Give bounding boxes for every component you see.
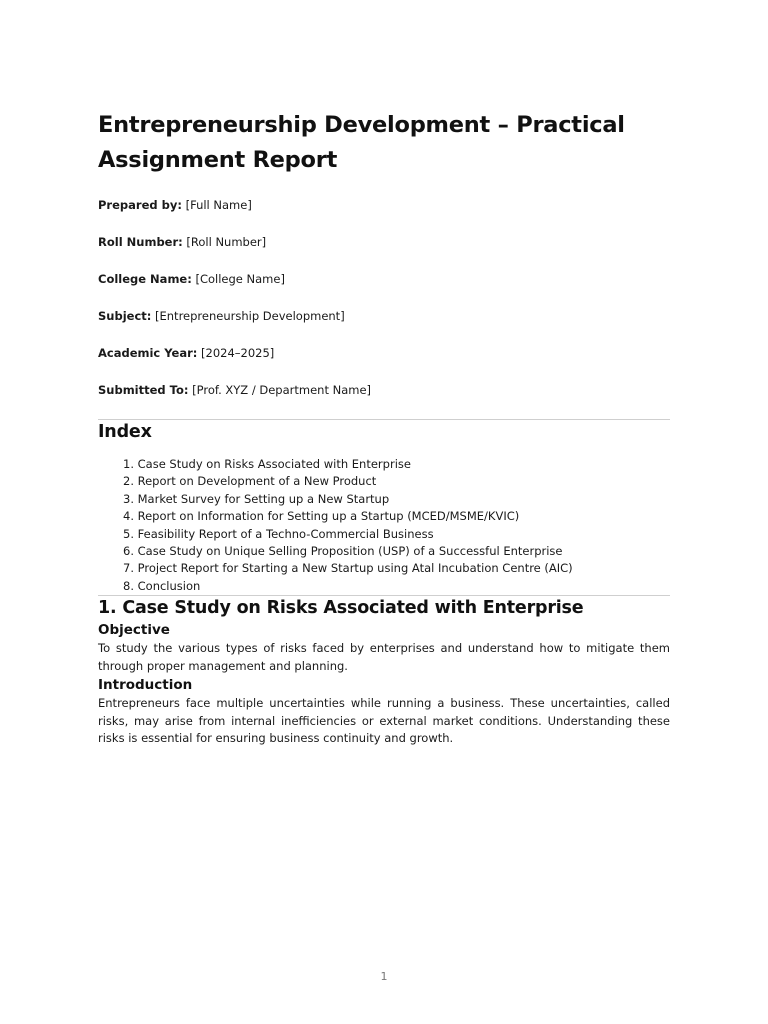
meta-value: [Roll Number] — [182, 235, 267, 249]
index-item: 2. Report on Development of a New Product — [123, 474, 377, 489]
index-heading: Index — [98, 422, 152, 442]
objective-heading: Objective — [98, 622, 170, 639]
meta-academic-year — [98, 345, 670, 361]
meta-label: Submitted To: — [98, 383, 189, 397]
index-item: 7. Project Report for Starting a New Startup using Atal Incubation Centre (AIC) — [123, 561, 573, 576]
meta-value: [2024–2025] — [197, 346, 275, 360]
meta-value: [College Name] — [191, 272, 285, 286]
index-item: 8. Conclusion — [123, 578, 201, 593]
meta-subject — [98, 308, 670, 324]
index-item: 4. Report on Information for Setting up a Startup (MCED/MSME/KVIC) — [123, 509, 520, 524]
meta-label: Prepared by: — [98, 198, 182, 212]
index-item: 3. Market Survey for Setting up a New Startup — [123, 491, 390, 506]
meta-block — [98, 197, 670, 398]
index-item: 6. Case Study on Unique Selling Proposition (USP) of a Successful Enterprise — [123, 544, 563, 559]
meta-label: Roll Number: — [98, 235, 183, 249]
section-1-heading: 1. Case Study on Risks Associated with Enterprise — [98, 598, 584, 619]
introduction-text: Entrepreneurs face multiple uncertainties while running a business. These uncertainties, called risks, may arise from internal inefficiencies or external market conditions. Understanding these risks is essential for ensuring business continuity and growth. — [98, 696, 670, 746]
document-title: Entrepreneurship Development – Practical Assignment Report — [98, 112, 625, 173]
meta-roll-number — [98, 234, 670, 250]
meta-value: [Entrepreneurship Development] — [151, 309, 345, 323]
index-list — [98, 456, 670, 595]
meta-label: Academic Year: — [98, 346, 198, 360]
meta-value: [Full Name] — [181, 198, 252, 212]
index-item: 5. Feasibility Report of a Techno-Commercial Business — [123, 526, 434, 541]
meta-label: Subject: — [98, 309, 152, 323]
meta-value: [Prof. XYZ / Department Name] — [188, 383, 372, 397]
index-item: 1. Case Study on Risks Associated with Enterprise — [123, 457, 411, 471]
document-page — [98, 108, 670, 748]
meta-label: College Name: — [98, 272, 192, 286]
introduction-heading: Introduction — [98, 677, 193, 694]
objective-text: To study the various types of risks faced by enterprises and understand how to mitigate them through proper management and planning. — [98, 641, 670, 673]
meta-prepared-by — [98, 197, 670, 213]
page-number: 1 — [380, 970, 388, 983]
meta-college-name — [98, 271, 670, 287]
meta-submitted-to — [98, 382, 670, 398]
